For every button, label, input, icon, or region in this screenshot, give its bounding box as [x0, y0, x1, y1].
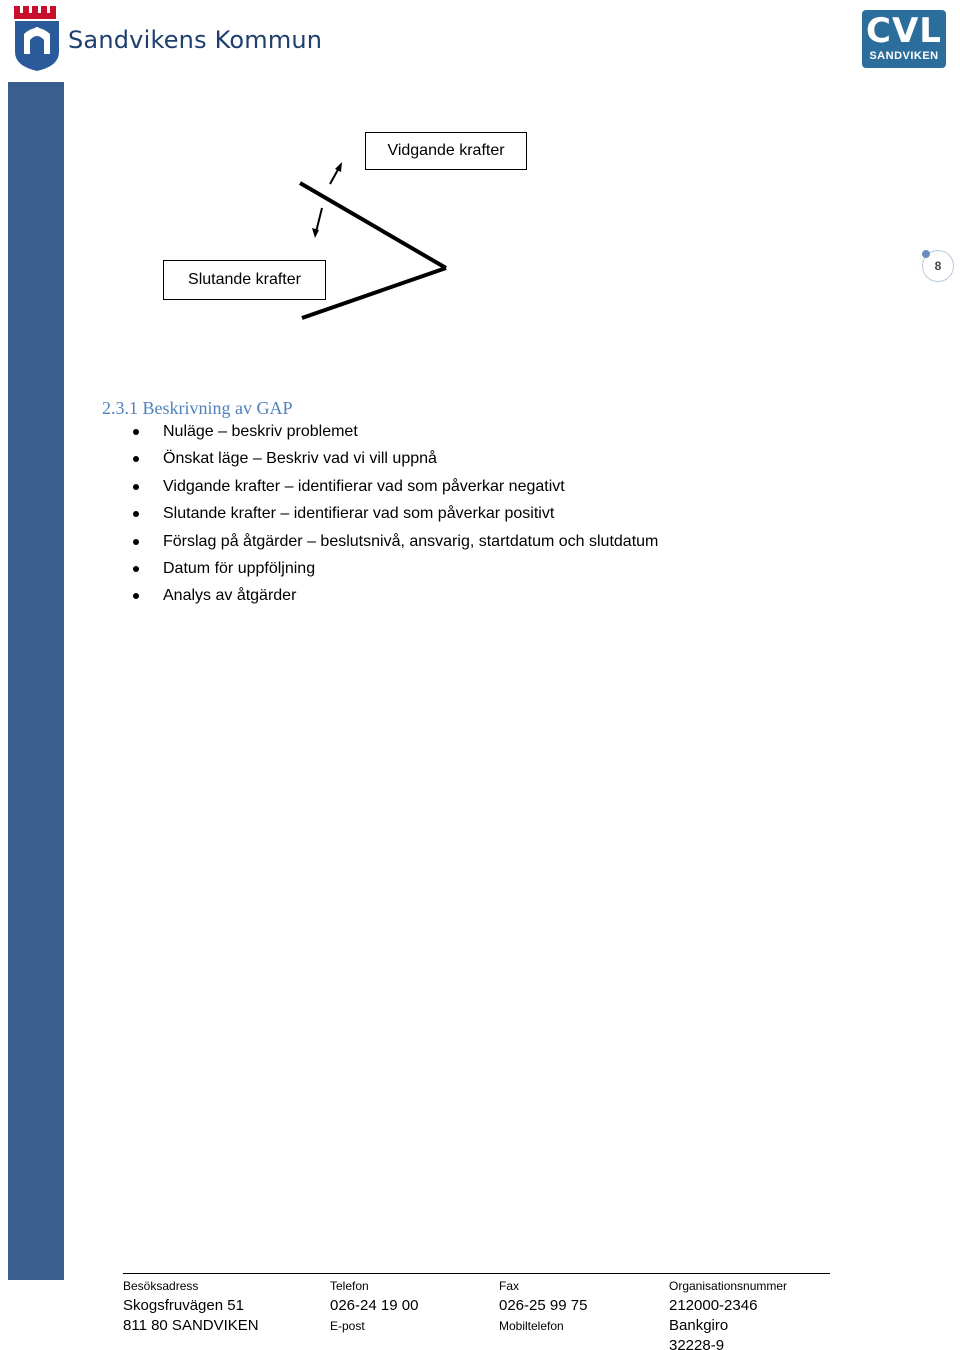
footer-org-label: Organisationsnummer — [669, 1279, 788, 1293]
bullet-icon — [133, 593, 139, 599]
arrow-down-icon — [316, 208, 322, 232]
cvl-sandviken-logo — [862, 10, 946, 68]
list-item-text: Analys av åtgärder — [163, 587, 297, 605]
bullet-icon — [133, 456, 139, 462]
footer-divider — [123, 1273, 830, 1274]
footer-fax-number: 026-25 99 75 — [499, 1297, 588, 1314]
list-item-text: Förslag på åtgärder – beslutsnivå, ansvarig, startdatum och slutdatum — [163, 532, 659, 550]
footer-postal: 811 80 SANDVIKEN — [123, 1317, 259, 1334]
list-item-text: Datum för uppföljning — [163, 559, 316, 577]
sandviken-kommun-logo — [12, 4, 323, 74]
sidebar-band — [8, 82, 64, 1280]
page-number-dot — [922, 250, 930, 258]
cvl-logo-subtext: SANDVIKEN — [869, 50, 939, 62]
list-item — [130, 585, 658, 612]
footer-email-label: E-post — [330, 1319, 365, 1333]
footer-fax — [499, 1276, 587, 1336]
closing-forces-label: Slutande krafter — [163, 260, 326, 300]
footer-bankgiro-label: Bankgiro — [669, 1317, 729, 1334]
footer-bankgiro-number: 32228-9 — [669, 1337, 725, 1350]
list-item — [130, 421, 658, 448]
bullet-icon — [133, 511, 139, 517]
footer-mobile-label: Mobiltelefon — [499, 1319, 564, 1333]
list-item-text: Slutande krafter – identifierar vad som påverkar positivt — [163, 505, 555, 523]
gap-diagram — [290, 150, 460, 330]
footer-org — [669, 1276, 787, 1350]
footer-org-number: 212000-2346 — [669, 1297, 758, 1314]
section-heading: 2.3.1 Beskrivning av GAP — [102, 398, 293, 418]
bullet-icon — [133, 566, 139, 572]
list-item-text: Önskat läge – Beskriv vad vi vill uppnå — [163, 450, 437, 468]
widening-forces-label: Vidgande krafter — [365, 132, 527, 170]
upper-line — [300, 183, 446, 268]
brand-name: Sandvikens Kommun — [68, 26, 323, 54]
list-item — [130, 558, 658, 585]
footer-fax-label: Fax — [499, 1279, 520, 1293]
list-item — [130, 476, 658, 503]
cvl-logo-text: CVL — [866, 11, 942, 51]
bullet-list — [130, 421, 658, 613]
footer-phone — [330, 1276, 418, 1336]
bullet-icon — [133, 484, 139, 490]
footer-street: Skogsfruvägen 51 — [123, 1297, 244, 1314]
crest-icon — [12, 4, 62, 72]
footer-phone-number: 026-24 19 00 — [330, 1297, 419, 1314]
footer-address-label: Besöksadress — [123, 1279, 199, 1293]
footer-address — [123, 1276, 259, 1336]
list-item — [130, 531, 658, 558]
footer-phone-label: Telefon — [330, 1279, 369, 1293]
bullet-icon — [133, 539, 139, 545]
list-item-text: Nuläge – beskriv problemet — [163, 423, 358, 440]
page-number: 8 — [922, 250, 954, 282]
bullet-icon — [133, 429, 139, 435]
list-item — [130, 448, 658, 475]
list-item-text: Vidgande krafter – identifierar vad som påverkar negativt — [163, 477, 565, 495]
list-item — [130, 503, 658, 530]
